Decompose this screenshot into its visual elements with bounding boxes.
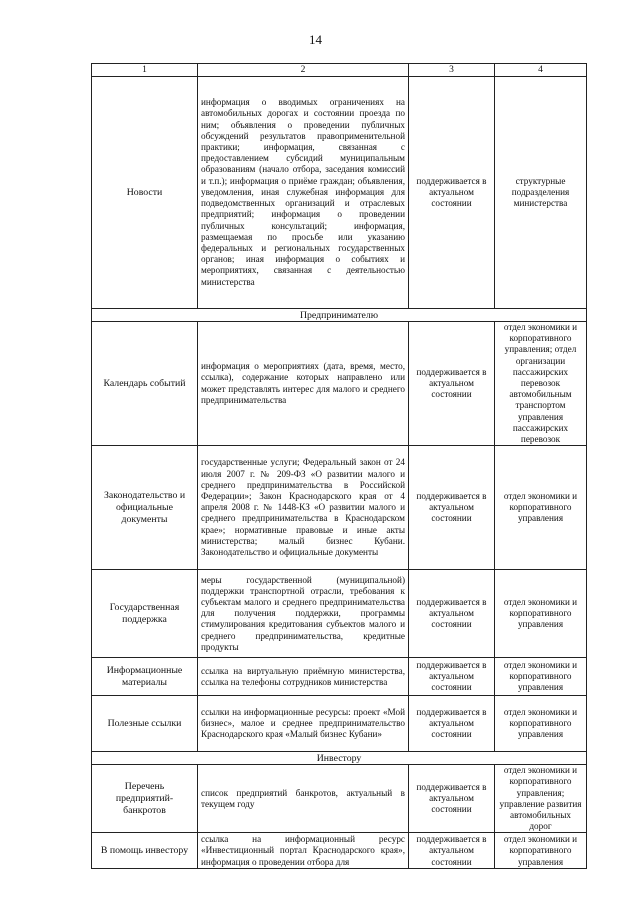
responsible-unit: отдел экономики и корпоративного управления xyxy=(495,570,587,658)
column-number: 3 xyxy=(409,64,495,77)
section-name: Новости xyxy=(92,77,198,309)
sections-table xyxy=(91,63,587,869)
section-content: меры государственной (муниципальной) поддержки транспортной отрасли, требования к субъектам малого и среднего предпринимательства для получения поддержки, программы стимулирования кредитования субъектов малого и среднего предпринимательства, кредитные продукты xyxy=(198,570,409,658)
update-status: поддерживается в актуальном состоянии xyxy=(409,77,495,309)
table-row xyxy=(92,833,587,869)
update-status: поддерживается в актуальном состоянии xyxy=(409,322,495,446)
section-name: Законодательство и официальные документы xyxy=(92,446,198,570)
update-status: поддерживается в актуальном состоянии xyxy=(409,833,495,869)
table-row xyxy=(92,658,587,696)
section-content: информация о вводимых ограничениях на автомобильных дорогах и состоянии проезда по ним; объявления о проведении публичных обсуждений результатов правоприменительной практики; информация, связанная с предоставлением субсидий муниципальным образованиям (начало отбора, заседания комиссий и т.п.); информация о приёме граждан; объявления, уведомления, иная служебная информация для подведомственных организаций и отраслевых предприятий; информация о проведении публичных консультаций; информация, размещаемая по просьбе или указанию федеральных и региональных государственных органов; иная информация о событиях и мероприятиях, связанная с деятельностью министерства xyxy=(198,77,409,309)
column-number: 2 xyxy=(198,64,409,77)
table-row xyxy=(92,696,587,752)
section-content: ссылки на информационные ресурсы: проект «Мой бизнес», малое и среднее предпринимательство Краснодарского края «Малый бизнес Кубани» xyxy=(198,696,409,752)
column-number: 1 xyxy=(92,64,198,77)
table-row xyxy=(92,322,587,446)
group-heading: Инвестору xyxy=(92,752,587,765)
section-content: государственные услуги; Федеральный закон от 24 июля 2007 г. № 209-ФЗ «О развитии малого и среднего предпринимательства в Российской Федерации»; Закон Краснодарского края от 4 апреля 2008 г. № 1448-КЗ «О развитии малого и среднего предпринимательства в Краснодарском крае»; нормативные правовые и иные акты министерства; малый бизнес Кубани. Законодательство и официальные документы xyxy=(198,446,409,570)
table-row xyxy=(92,446,587,570)
update-status: поддерживается в актуальном состоянии xyxy=(409,446,495,570)
page-number: 14 xyxy=(309,32,322,47)
group-heading: Предпринимателю xyxy=(92,309,587,322)
responsible-unit: отдел экономики и корпоративного управления xyxy=(495,658,587,696)
update-status: поддерживается в актуальном состоянии xyxy=(409,696,495,752)
section-name: Государственная поддержка xyxy=(92,570,198,658)
section-name: Полезные ссылки xyxy=(92,696,198,752)
column-numbers-row xyxy=(92,64,587,77)
section-name: В помощь инвестору xyxy=(92,833,198,869)
column-number: 4 xyxy=(495,64,587,77)
responsible-unit: отдел экономики и корпоративного управления xyxy=(495,696,587,752)
section-content: ссылка на информационный ресурс «Инвестиционный портал Краснодарского края», информация о проведении отбора для xyxy=(198,833,409,869)
section-header-row xyxy=(92,309,587,322)
table-row xyxy=(92,765,587,833)
update-status: поддерживается в актуальном состоянии xyxy=(409,765,495,833)
update-status: поддерживается в актуальном состоянии xyxy=(409,570,495,658)
table-row xyxy=(92,570,587,658)
section-name: Информационные материалы xyxy=(92,658,198,696)
responsible-unit: структурные подразделения министерства xyxy=(495,77,587,309)
responsible-unit: отдел экономики и корпоративного управления xyxy=(495,446,587,570)
section-content: информация о мероприятиях (дата, время, место, ссылка), содержание которых направлено или может представлять интерес для малого и среднего предпринимательства xyxy=(198,322,409,446)
responsible-unit: отдел экономики и корпоративного управления; отдел организации пассажирских перевозок автомобильным транспортом управления пассажирских перевозок xyxy=(495,322,587,446)
section-content: ссылка на виртуальную приёмную министерства, ссылка на телефоны сотрудников министерства xyxy=(198,658,409,696)
section-name: Календарь событий xyxy=(92,322,198,446)
section-content: список предприятий банкротов, актуальный в текущем году xyxy=(198,765,409,833)
responsible-unit: отдел экономики и корпоративного управления; управление развития автомобильных дорог xyxy=(495,765,587,833)
responsible-unit: отдел экономики и корпоративного управления xyxy=(495,833,587,869)
section-name: Перечень предприятий-банкротов xyxy=(92,765,198,833)
update-status: поддерживается в актуальном состоянии xyxy=(409,658,495,696)
table-row xyxy=(92,77,587,309)
section-header-row xyxy=(92,752,587,765)
